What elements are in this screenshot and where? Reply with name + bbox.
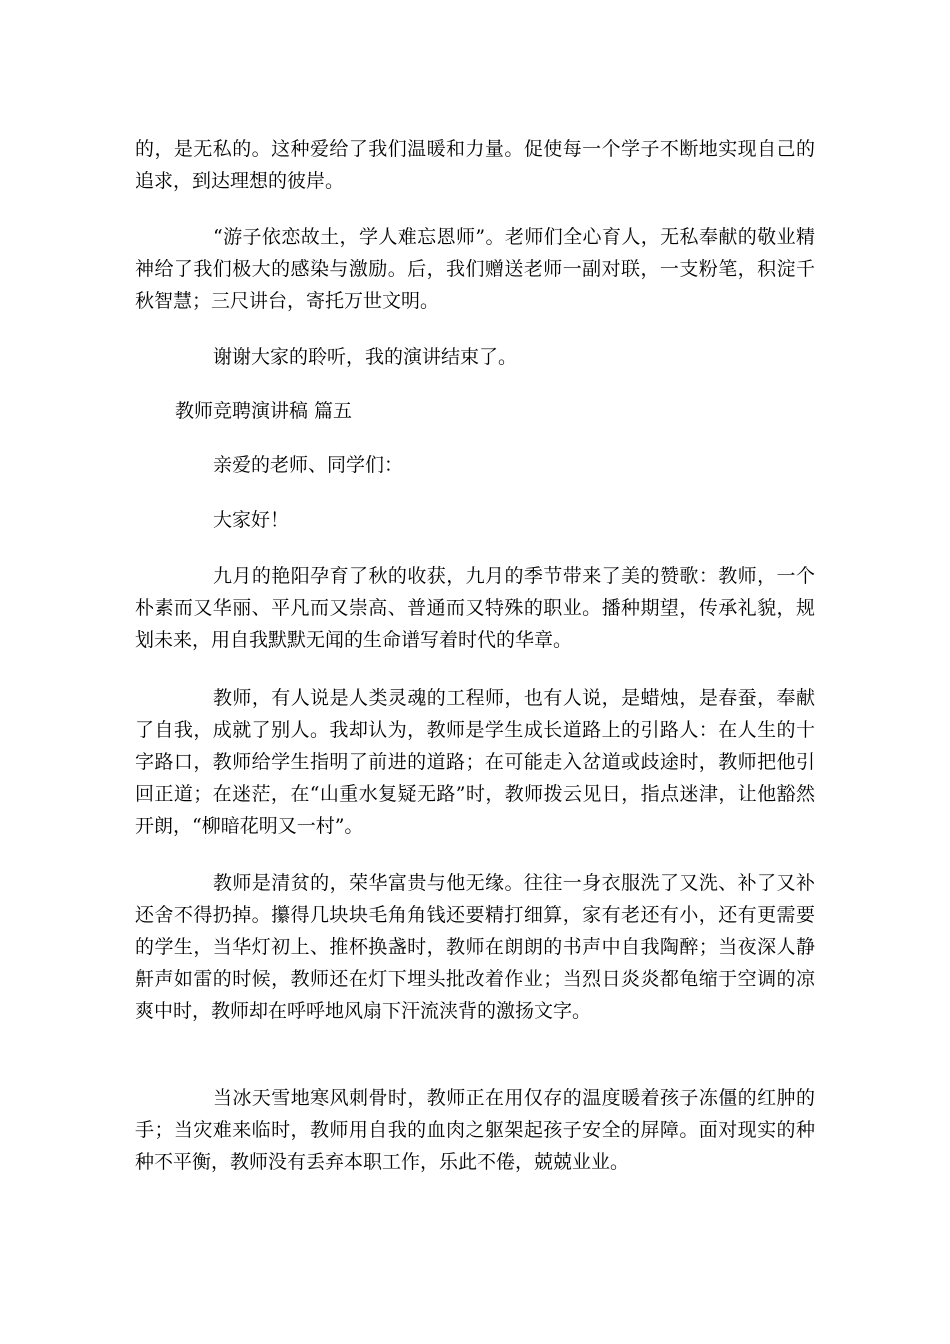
section-heading: 教师竞聘演讲稿 篇五 xyxy=(175,400,353,422)
paragraph-dedication: 当冰天雪地寒风刺骨时，教师正在用仅存的温度暖着孩子冻僵的红肿的手；当灾难来临时，教师用自我的血肉之躯架起孩子安全的屏障。面对现实的种种不平衡，教师没有丢弃本职工作，乐此不倦，兢兢业业。 xyxy=(135,1087,815,1173)
greeting: 大家好！ xyxy=(213,509,290,531)
paragraph-september: 九月的艳阳孕育了秋的收获，九月的季节带来了美的赞歌：教师，一个朴素而又华丽、平凡而又崇高、普通而又特殊的职业。播种期望，传承礼貌，规划未来，用自我默默无闻的生命谱写着时代的华章。 xyxy=(135,565,815,651)
paragraph-continuation: 的，是无私的。这种爱给了我们温暖和力量。促使每一个学子不断地实现自己的追求，到达理想的彼岸。 xyxy=(135,138,815,192)
paragraph-poverty: 教师是清贫的，荣华富贵与他无缘。往往一身衣服洗了又洗、补了又补还舍不得扔掉。攥得几块块毛角角钱还要精打细算，家有老还有小，还有更需要的学生，当华灯初上、推杯换盏时，教师在朗朗的书声中自我陶醉；当夜深人静鼾声如雷的时候，教师还在灯下埋头批改着作业；当烈日炎炎都龟缩于空调的凉爽中时，教师却在呼呼地风扇下汗流浃背的激扬文字。 xyxy=(135,872,815,1022)
paragraph-gratitude: “游子依恋故土，学人难忘恩师”。老师们全心育人，无私奉献的敬业精神给了我们极大的感染与激励。后，我们赠送老师一副对联，一支粉笔，积淀千秋智慧；三尺讲台，寄托万世文明。 xyxy=(135,226,815,312)
paragraph-thanks: 谢谢大家的聆听，我的演讲结束了。 xyxy=(213,346,518,368)
paragraph-guide: 教师，有人说是人类灵魂的工程师，也有人说，是蜡烛，是春蚕，奉献了自我，成就了别人。我却认为，教师是学生成长道路上的引路人：在人生的十字路口，教师给学生指明了前进的道路；在可能走入岔道或歧途时，教师把他引回正道；在迷茫，在“山重水复疑无路”时，教师拨云见日，指点迷津，让他豁然开朗，“柳暗花明又一村”。 xyxy=(135,687,815,837)
salutation: 亲爱的老师、同学们： xyxy=(213,454,404,476)
